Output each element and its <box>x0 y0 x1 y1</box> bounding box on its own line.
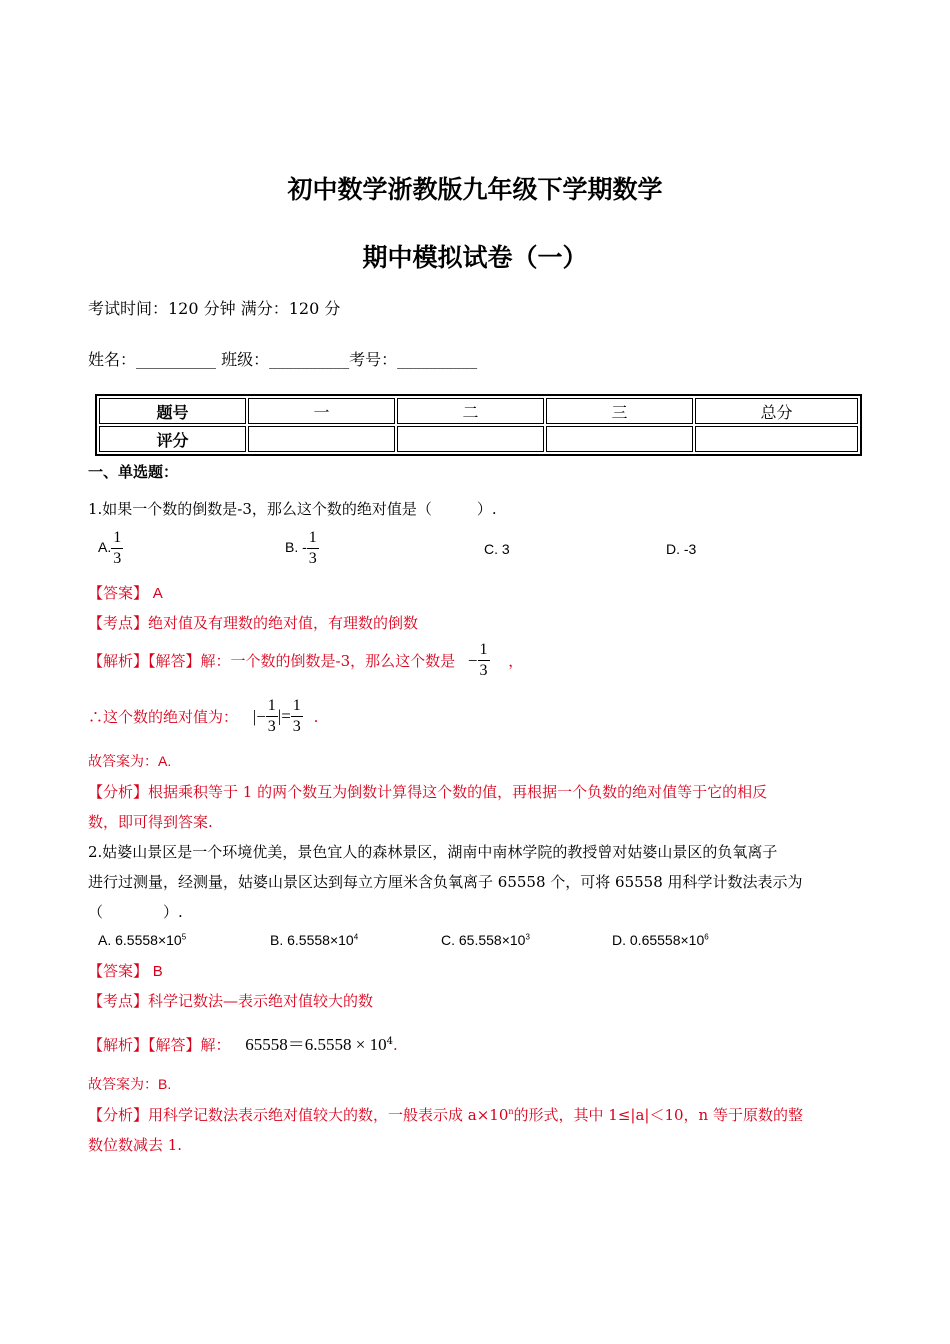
q1-kaodian <box>88 612 418 633</box>
kaodian-text: 绝对值及有理数的绝对值，有理数的倒数 <box>148 614 419 632</box>
option-text: D. 0.65558×10 <box>612 932 705 948</box>
q2-fenxi-line-1 <box>88 1104 803 1125</box>
q2-stem-line-3: （ ）. <box>88 903 183 921</box>
kaodian-label: 【考点】 <box>88 992 149 1010</box>
q2-conclusion: 故答案为：B. <box>88 1076 172 1092</box>
option-text: A. 6.5558×10 <box>98 932 182 948</box>
fraction <box>111 530 123 567</box>
period: . <box>393 1036 398 1054</box>
fraction-denominator: 3 <box>308 550 317 567</box>
minus-sign: − <box>467 650 478 670</box>
abs-right: |= <box>277 706 291 726</box>
fraction-numerator: 1 <box>111 530 123 549</box>
score-cell[interactable] <box>248 426 395 452</box>
q1-option-a <box>98 530 123 567</box>
q2-answer <box>88 960 163 981</box>
exponent: n <box>508 1107 514 1116</box>
q1-fenxi-line-2: 数，即可得到答案. <box>88 813 213 831</box>
q1-answer <box>88 582 163 603</box>
fraction-denominator: 3 <box>267 718 276 735</box>
q1-fenxi-line-1: 【分析】根据乘积等于 1 的两个数互为倒数计算得这个数的值，再根据一个负数的绝对值等于它的相反 <box>88 783 768 801</box>
score-table-header: 二 <box>397 398 544 424</box>
fraction <box>307 530 319 567</box>
fraction-numerator: 1 <box>266 698 278 717</box>
fraction <box>478 642 490 679</box>
jiexi-text: 【解析】【解答】解： <box>88 1036 231 1054</box>
option-text: C. 65.558×10 <box>441 932 526 948</box>
score-cell[interactable] <box>397 426 544 452</box>
q2-stem-line-2: 进行过测量，经测量，姑婆山景区达到每立方厘米含负氧离子 65558 个，可将 65558 用科学计数法表示为 <box>88 873 803 891</box>
fraction-numerator: 1 <box>478 642 490 661</box>
fenxi-text: 的形式，其中 1≤|a|＜10，n 等于原数的整 <box>513 1106 803 1124</box>
q2-kaodian <box>88 990 373 1011</box>
exponent: 6 <box>704 932 709 942</box>
exponent: 5 <box>181 932 187 942</box>
student-fields: 姓名：__________ 班级：__________考号：__________ <box>88 350 478 369</box>
period: . <box>313 707 319 726</box>
fraction <box>266 698 278 735</box>
kaodian-text: 科学记数法—表示绝对值较大的数 <box>148 992 374 1010</box>
score-cell[interactable] <box>695 426 858 452</box>
kaodian-label: 【考点】 <box>88 614 149 632</box>
answer-label: 【答案】 <box>88 584 149 602</box>
title-line-2: 期中模拟试卷（一） <box>362 243 588 272</box>
exam-time-info: 考试时间：120 分钟 满分：120 分 <box>88 299 341 318</box>
fraction <box>291 698 303 735</box>
q1-jiexi <box>88 642 523 679</box>
exponent: 3 <box>525 932 530 942</box>
fenxi-text: 【分析】用科学记数法表示绝对值较大的数，一般表示成 a×10 <box>88 1106 509 1124</box>
fraction-numerator: 1 <box>291 698 303 717</box>
q1-therefore <box>88 698 318 735</box>
score-table <box>95 394 862 456</box>
option-text: B. 6.5558×10 <box>270 932 354 948</box>
q1-option-b <box>285 530 319 567</box>
score-table-score-row <box>99 426 858 452</box>
q2-stem-line-1: 2.姑婆山景区是一个环境优美，景色宜人的森林景区，湖南中南林学院的教授曾对姑婆山景区的负氧离子 <box>88 843 778 861</box>
fraction-denominator: 3 <box>479 662 488 679</box>
q1-option-d: D. -3 <box>666 541 697 557</box>
q2-fenxi-line-2: 数位数减去 1. <box>88 1136 183 1154</box>
comma: ， <box>508 652 524 670</box>
exponent: 4 <box>353 932 359 942</box>
exponent: 4 <box>386 1036 394 1047</box>
q1-option-b-label: B. - <box>285 539 307 556</box>
score-cell[interactable] <box>546 426 693 452</box>
jiexi-math: 65558＝6.5558 × 10 <box>245 1035 387 1054</box>
answer-value: B <box>152 963 163 980</box>
q1-option-c: C. 3 <box>484 541 510 557</box>
section-heading: 一、单选题： <box>88 463 179 481</box>
q2-option-d <box>612 932 709 948</box>
score-table-header: 三 <box>546 398 693 424</box>
fraction-denominator: 3 <box>113 550 122 567</box>
q1-stem: 1.如果一个数的倒数是-3，那么这个数的绝对值是（ ）. <box>88 500 497 518</box>
answer-value: A <box>152 585 163 602</box>
jiexi-text: 【解析】【解答】解：一个数的倒数是-3，那么这个数是 <box>88 652 456 670</box>
q2-option-b <box>270 932 358 948</box>
q2-option-a <box>98 932 186 948</box>
q1-conclusion: 故答案为：A. <box>88 753 172 769</box>
score-table-header: 总分 <box>695 398 858 424</box>
therefore-text: ∴这个数的绝对值为： <box>88 708 239 726</box>
fraction-numerator: 1 <box>307 530 319 549</box>
title-line-1: 初中数学浙教版九年级下学期数学 <box>287 175 663 204</box>
q2-option-c <box>441 932 530 948</box>
q2-jiexi <box>88 1030 398 1055</box>
abs-left: |− <box>252 706 266 726</box>
q1-option-a-label: A. <box>98 539 112 556</box>
score-table-header: 一 <box>248 398 395 424</box>
score-row-label: 评分 <box>99 426 246 452</box>
score-table-header-row <box>99 398 858 424</box>
fraction-denominator: 3 <box>292 718 301 735</box>
score-table-header: 题号 <box>99 398 246 424</box>
answer-label: 【答案】 <box>88 962 149 980</box>
